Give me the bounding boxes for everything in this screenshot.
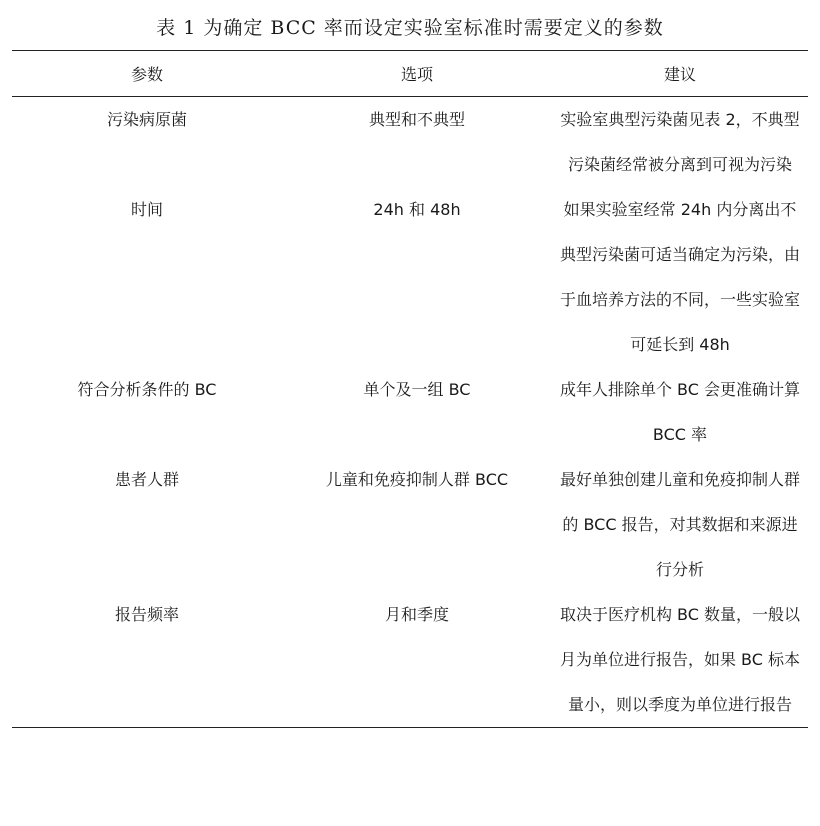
cell-option: 单个及一组 BC: [363, 380, 471, 399]
header-option: 选项: [400, 65, 433, 84]
table-row: [12, 97, 808, 188]
table-row: [12, 187, 808, 367]
cell-parameter: 报告频率: [114, 605, 179, 624]
cell-suggestion: 如果实验室经常 24h 内分离出不典型污染菌可适当确定为污染，由于血培养方法的不同，一些实验室可延长到 48h: [559, 200, 800, 354]
cell-option: 儿童和免疫抑制人群 BCC: [325, 470, 509, 489]
cell-suggestion: 成年人排除单个 BC 会更准确计算 BCC 率: [559, 380, 801, 444]
cell-parameter: 符合分析条件的 BC: [77, 380, 217, 399]
cell-option: 典型和不典型: [368, 110, 465, 129]
cell-parameter: 时间: [130, 200, 163, 219]
table-row: [12, 457, 808, 592]
table-caption: 表 1 为确定 BCC 率而设定实验室标准时需要定义的参数: [156, 17, 664, 39]
parameters-table: [12, 50, 808, 728]
cell-option: 24h 和 48h: [373, 200, 461, 219]
table-header-row: [12, 51, 808, 97]
cell-suggestion: 实验室典型污染菌见表 2，不典型污染菌经常被分离到可视为污染: [560, 110, 800, 174]
cell-suggestion: 最好单独创建儿童和免疫抑制人群的 BCC 报告，对其数据和来源进行分析: [559, 470, 800, 579]
table-row: [12, 367, 808, 457]
table-row: [12, 592, 808, 728]
cell-option: 月和季度: [384, 605, 449, 624]
cell-parameter: 污染病原菌: [106, 110, 187, 129]
cell-suggestion: 取决于医疗机构 BC 数量，一般以月为单位进行报告，如果 BC 标本量小，则以季度为单位进行报告: [559, 605, 801, 714]
header-suggestion: 建议: [663, 65, 696, 84]
cell-parameter: 患者人群: [114, 470, 179, 489]
header-parameter: 参数: [130, 65, 163, 84]
